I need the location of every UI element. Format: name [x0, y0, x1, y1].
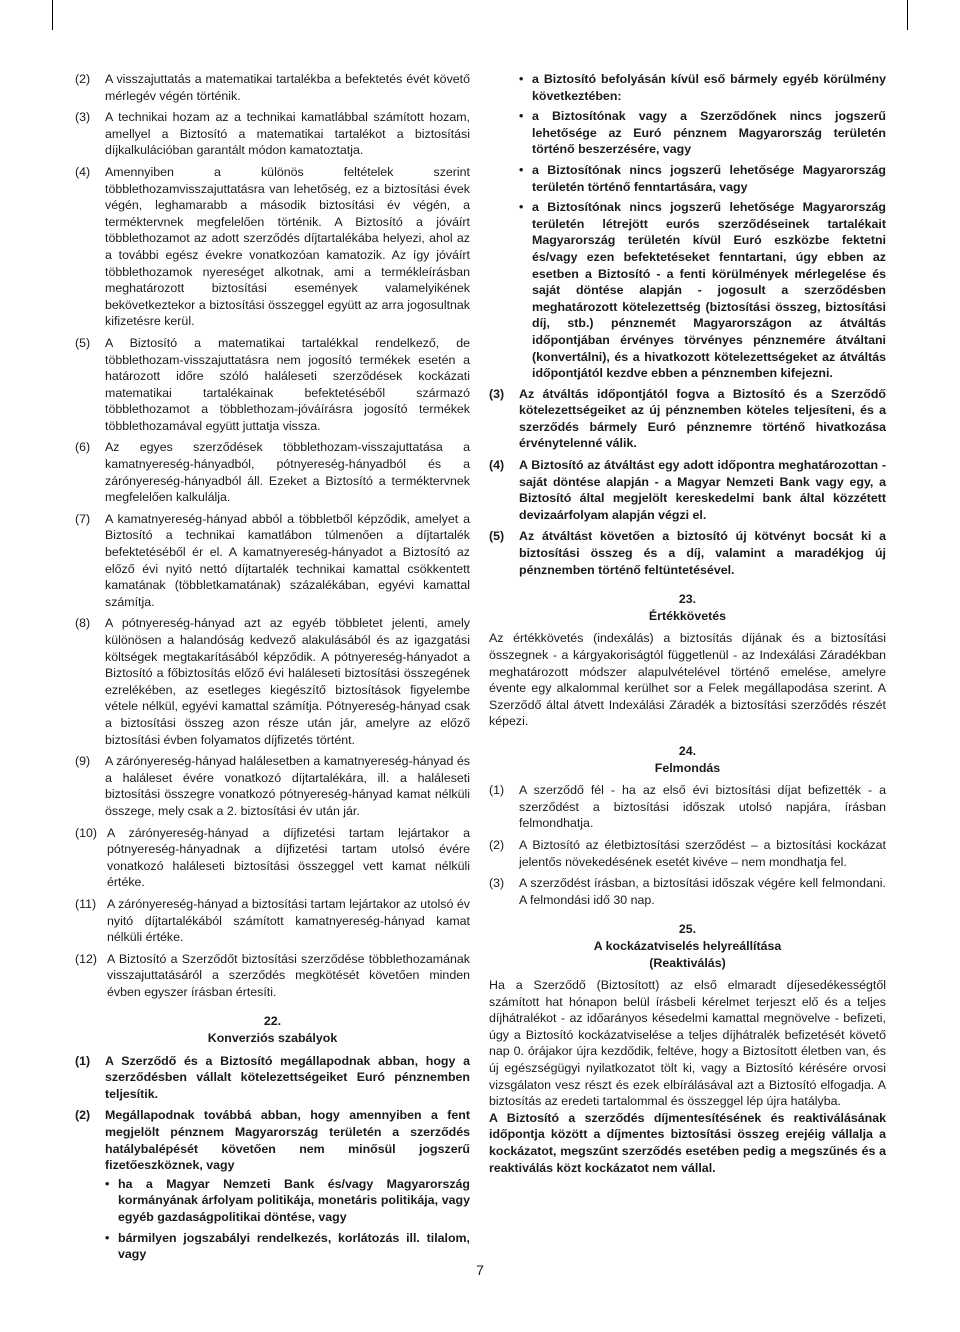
bullet-list: [105, 1176, 470, 1263]
section-22-heading: [75, 1013, 470, 1046]
page-number: 7: [476, 1262, 484, 1278]
list-item: [75, 109, 470, 159]
left-column: [75, 71, 470, 1272]
item-text: A visszajuttatás a matematikai tartalékba a befektetés évét követő mérlegév végén történik.: [105, 72, 470, 103]
section-25-text: Ha a Szerződő (Biztosított) az első elmaradt díjesedékességtől számított hat hónapon belül írásbeli kérelmet terjeszt elő és a teljes díjhátralékot - az időarányos késedelmi kamattal megnövelve - befizeti, úgy a Biztosító kockázatviselése a teljes díjhátralék befizetését követő nap 0. órájakor újra kezdődik, feltéve, hogy a Biztosított életben van, és új egészségügyi nyilatkozatot tölt ki, vagy a Biztosító kérésére orvosi vizsgálaton vesz részt és ezek elbírálásával azt a Biztosító elfogadja. A biztosítás az eredeti tartalommal és összeggel lép újra hatályba.: [489, 978, 886, 1109]
section-23-heading: [489, 591, 886, 624]
item-number: (4): [75, 164, 91, 179]
list-item: [75, 1053, 470, 1103]
item-text: A Biztosító a Szerződőt biztosítási szerződése többlethozamának visszajuttatásáról a szerződés megkötését követően minden évben egyszer írásban értesíti.: [107, 951, 470, 999]
list-item: [489, 875, 886, 908]
item-text: A Biztosító a matematikai tartalékkal rendelkező, de többlethozam-visszajuttatásra nem jogosító termékek esetén a határozott időre szóló haláleseti szerződések kockázati matematikai tartalékainak befektetéséből származó többlethozamot a többlethozam-jóváírásra jogosító termékek többlethozamával együtt juttatja vissza.: [105, 335, 470, 433]
item-number: (12): [75, 951, 98, 966]
bullet-item: [519, 71, 886, 104]
list-item: [489, 837, 886, 870]
bullet-icon: •: [519, 72, 524, 86]
crop-mark-left: [52, 0, 53, 30]
continued-bullets: [489, 71, 886, 382]
item-number: (3): [489, 386, 505, 401]
list-item: [489, 457, 886, 523]
bullet-item: [519, 199, 886, 382]
item-text: A Biztosító az átváltást egy adott időpontra meghatározottan - saját döntése alapján - a Magyar Nemzeti Bank vagy egy, a Biztosító által megjelölt kereskedelmi bank által közzétett devizaárfolyam alapján végzi el.: [519, 458, 886, 522]
bullet-item: [519, 162, 886, 195]
item-number: (5): [75, 335, 91, 350]
item-text: A szerződő fél - ha az első évi biztosítási díjat befizették - a szerződést a biztosítási időszak utolsó napjára, írásban felmondhatja.: [519, 783, 886, 831]
item-number: (2): [75, 1108, 91, 1123]
item-number: (5): [489, 529, 505, 544]
section-title: A kockázatviselés helyreállítása: [593, 938, 782, 953]
item-number: (2): [75, 72, 91, 86]
bullet-text: ha a Magyar Nemzeti Bank és/vagy Magyarország kormányának árfolyam politikája, monetáris politikája, vagy egyéb gazdaságpolitikai döntése, vagy: [118, 1176, 470, 1224]
item-text: A Szerződő és a Biztosító megállapodnak abban, hogy a szerződésben vállalt kötelezettségeiket Euró pénznemben teljesítik.: [105, 1053, 470, 1101]
item-text: A zárónyereség-hányad a biztosítási tartam lejártakor az utolsó év nyitó díjtartalékából számított kamatnyereség-hányad kamat nélküli értéke.: [107, 896, 470, 945]
bullet-icon: •: [519, 109, 524, 124]
item-number: (3): [75, 110, 91, 125]
section-subtitle: (Reaktiválás): [649, 955, 726, 970]
crop-mark-right: [907, 0, 908, 30]
item-number: (2): [489, 837, 505, 852]
item-text: A technikai hozam az a technikai kamatlábbal számított hozam, amellyel a Biztosító a matematikai tartalékot a biztosítási díjkalkulációban garantált módon kamatoztatja.: [105, 110, 470, 158]
item-text: Megállapodnak továbbá abban, hogy amennyiben a fent megjelölt pénznem Magyarország területén a szerződés hatálybalépését követően nem minősül jogszerű fizetőeszköznek, vagy: [105, 1108, 470, 1173]
bullet-text: a Biztosítónak nincs jogszerű lehetősége Magyarország területén történő fenntartására, vagy: [532, 162, 886, 194]
list-item: [75, 951, 470, 1001]
item-number: (8): [75, 616, 91, 631]
list-item: [489, 782, 886, 832]
item-text: Az átváltást követően a biztosító új kötvényt bocsát ki a biztosítási összeg és a díj, valamint a maradékjog új pénznemben történő feltüntetésével.: [519, 529, 886, 577]
list-item: [75, 1107, 470, 1266]
item-text: A kamatnyereség-hányad abból a többletből képződik, amelyet a Biztosító a technikai kamatlábon túlmenően a díjtartalék befektetéséből ér el. A kamatnyereség-hányadot a Biztosító az előző évi nyitó nettó díjtartalék technikai kamattal csökkentett kamatának (többletkamatának) százalékában, egyévi kamattal számítja.: [105, 511, 470, 609]
section-25-bold-text: A Biztosító a szerződés díjmentesítésének és reaktiválásának időpontja között a díjmentes biztosítási összeg erejéig vállalja a kockázatot, megszűnt szerződés esetében pedig a megszűnés és a reaktiválás közt kockázatot nem vállal.: [489, 1110, 886, 1175]
list-item: [75, 71, 470, 104]
section-number: 22.: [263, 1014, 282, 1029]
right-column: [489, 71, 886, 1176]
item-text: A Biztosító az életbiztosítási szerződést – a biztosítási kockázat jelentős növekedésének esetét kivéve – nem mondhatja fel.: [519, 837, 886, 869]
section-title: Konverziós szabályok: [207, 1031, 338, 1046]
list-item: [75, 511, 470, 611]
bullet-item: [105, 1230, 470, 1263]
section-number: 25.: [678, 922, 697, 937]
bullet-text: a Biztosítónak vagy a Szerződőnek nincs jogszerű lehetősége az Euró pénznem Magyarország területén történő beszerzésére, vagy: [532, 109, 886, 157]
list-item: [489, 386, 886, 452]
section-title: Értékkövetés: [648, 608, 727, 623]
item-number: (1): [489, 783, 505, 798]
bullet-text: bármilyen jogszabályi rendelkezés, korlátozás ill. tilalom, vagy: [118, 1230, 470, 1262]
item-body: [105, 1107, 470, 1266]
item-number: (3): [489, 876, 505, 891]
item-number: (9): [75, 754, 91, 769]
section-24-heading: [489, 743, 886, 776]
bullet-item: [519, 108, 886, 158]
item-text: A zárónyereség-hányad halálesetben a kamatnyereség-hányad és a haláleset évére vonatkozó díjtartalékára, ill. a haláleseti biztosítási összegre vonatkozó pótnyereség-hányad kamat nélküli összege, mely csak a 2. biztosítási év után jár.: [105, 754, 470, 818]
item-text: Az egyes szerződések többlethozam-visszajuttatása a kamatnyereség-hányadból, pótnyereség-hányadból és a zárónyereség-hányadból áll. Ezeket a Biztosító a terméktervnek megfelelően kalkulálja.: [105, 440, 470, 505]
item-text: Amennyiben a különös feltételek szerint többlethozamvisszajuttatásra van lehetőség, ez a biztosítási évek végén, leghamarabb a második biztosítási év végén, a terméktervnek megfelelően történik. A Biztosító a jóváírt többlethozamot az adott szerződés díjtartalékába helyezi, ahol az a további egész évekre vonatkozóan kamatozik. Az így jóváírt többlethozamok nyereséget alkotnak, ami a termékleírásban meghatározott biztosítási események valamelyikének bekövetkeztekor a biztosítási összeggel együtt az arra jogosultnak kifizetésre kerül.: [105, 164, 470, 329]
list-item: [75, 164, 470, 330]
item-text: Az átváltás időpontjától fogva a Biztosító és a Szerződő kötelezettségeiket az új pénznemben köteles teljesíteni, és a szerződés bármely Euró pénznemre történő hivatkozása érvénytelenné válik.: [519, 386, 886, 451]
item-number: (10): [75, 825, 98, 840]
section-number: 24.: [678, 743, 697, 758]
list-item: [75, 439, 470, 505]
item-text: A zárónyereség-hányad a díjfizetési tartam lejártakor a pótnyereség-hányadnak a díjfizetési tartam utolsó évére vonatkozó haláleseti biztosítási összeggel vett kamat nélküli értéke.: [107, 825, 470, 890]
bullet-icon: •: [105, 1230, 110, 1245]
item-number: (1): [75, 1053, 91, 1068]
item-text: A pótnyereség-hányad azt az egyéb többletet jelenti, amely különösen a halandóság kedvező alakulásából és az igazgatási költségek megtakarításából képződik. A pótnyereség-hányadot a Biztosító a főbiztosítás előző évi haláleseti biztosítási összegének ezrelékében, az esetleges kiegészítő biztosítások figyelembe vétele nélkül, egyévi kamattal számítja. Pótnyereség-hányad csak a biztosítási összeg azon része után jár, amelyre az előző biztosítási évben folyamatos díjfizetés történt.: [105, 616, 470, 747]
bullet-icon: •: [105, 1176, 110, 1191]
list-item: [75, 335, 470, 435]
item-number: (4): [489, 458, 505, 473]
bullet-text: a Biztosító befolyásán kívül eső bármely egyéb körülmény következtében:: [532, 72, 886, 103]
bullet-icon: •: [519, 200, 524, 215]
list-item: [75, 825, 470, 891]
item-number: (7): [75, 511, 91, 526]
item-text: A szerződést írásban, a biztosítási időszak végére kell felmondani. A felmondási idő 30 nap.: [519, 876, 886, 907]
list-item: [75, 615, 470, 748]
list-item: [75, 896, 470, 946]
bullet-list: [519, 71, 886, 382]
section-title: Felmondás: [654, 760, 721, 775]
section-23-text: Az értékkövetés (indexálás) a biztosítás díjának és a biztosítási összegnek - a kárgyakoriságtól függetlenül - az Indexálási Záradékban meghatározott módszer alapulvételével történő emelése, amelyre évente egy alkalommal kerülhet sor a Felek megállapodása szerint. A Szerződő által átvett Indexálási Záradék a biztosítási szerződés részét képezi.: [489, 631, 886, 729]
bullet-icon: •: [519, 162, 524, 177]
bullet-item: [105, 1176, 470, 1226]
list-item: [489, 528, 886, 578]
item-number: (11): [75, 896, 97, 911]
section-25-heading: [489, 921, 886, 971]
list-item: [75, 753, 470, 819]
item-number: (6): [75, 440, 91, 455]
section-number: 23.: [678, 592, 697, 607]
bullet-text: a Biztosítónak nincs jogszerű lehetősége Magyarország területén létrejött eurós szerződéseinek tartalékait Magyarország területén kívül Euró eszközbe fektetni és/vagy ezen befektetéseket fenntartani, úgy ebben az esetben a Biztosító - a fenti körülmények mérlegelése és saját döntése alapján - jogosult a szerződésben meghatározott kötelezettség (biztosítási összeg, biztosítási díj, stb.) pénznemét Magyarországon az átváltás időpontjában érvényes törvényes pénznemére átváltani (konvertálni), és a hivatkozott kötelezettségeket az átváltás időpontjától kezdve ebben a pénznemben kifejezni.: [532, 200, 886, 381]
